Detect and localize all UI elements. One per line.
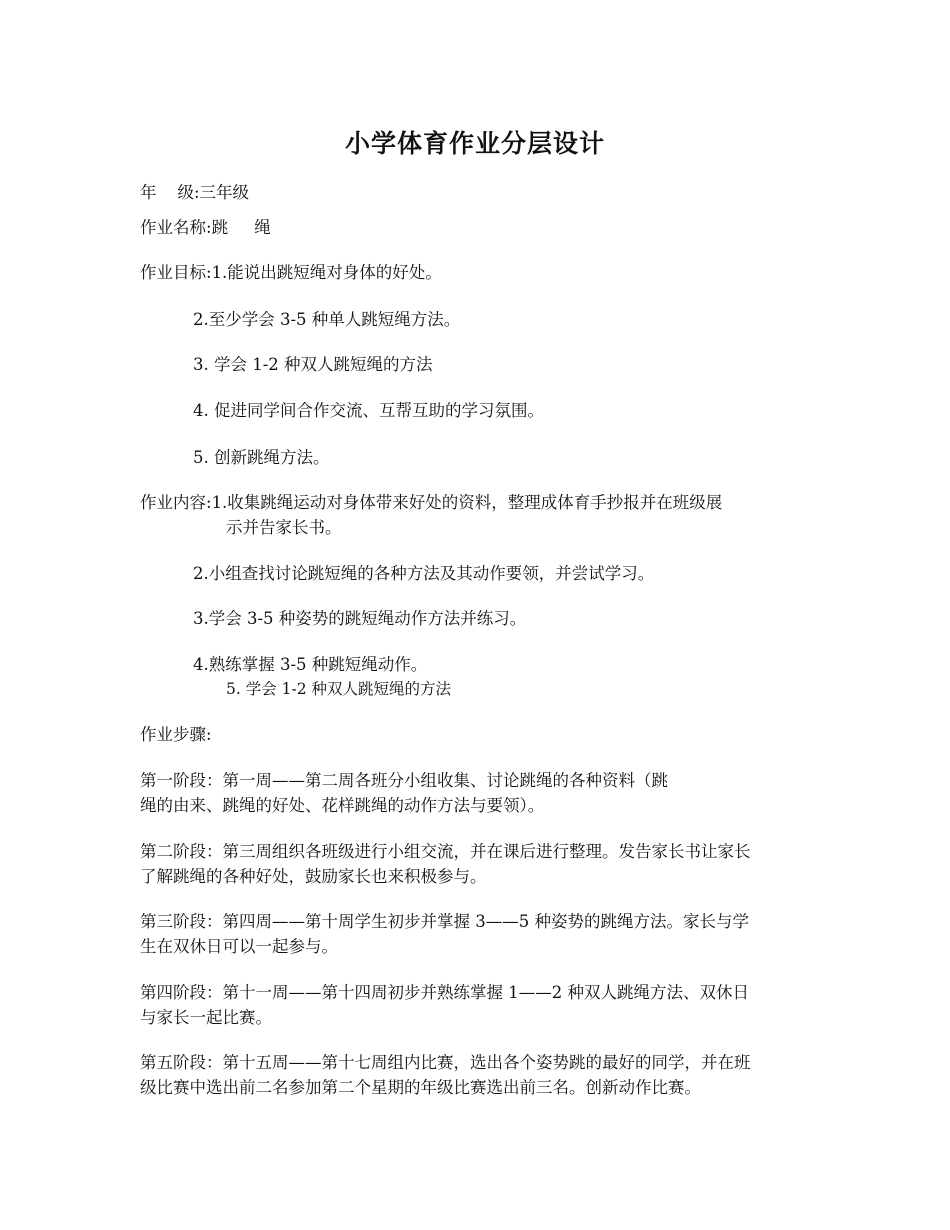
goal-item: 2.至少学会 3-5 种单人跳短绳方法。 [193,310,461,329]
stage-line: 绳的由来、跳绳的好处、花样跳绳的动作方法与要领）。 [140,796,545,815]
content-label: 作业内容: [140,493,212,512]
stage-line: 了解跳绳的各种好处，鼓励家长也来积极参与。 [140,867,487,886]
stage-line: 第四阶段：第十一周——第十四周初步并熟练掌握 1——2 种双人跳绳方法、双休日 [140,983,749,1002]
grade-label: 年 级: [140,183,200,202]
content-row [140,491,722,515]
stage-line: 第五阶段：第十五周——第十七周组内比赛，选出各个姿势跳的最好的同学，并在班 [140,1053,751,1072]
content-item: 2.小组查找讨论跳短绳的各种方法及其动作要领，并尝试学习。 [193,564,655,583]
goal-item: 5. 创新跳绳方法。 [193,448,330,467]
content-item: 3.学会 3-5 种姿势的跳短绳动作方法并练习。 [193,609,527,628]
steps-label: 作业步骤: [140,725,212,744]
content-item: 1.收集跳绳运动对身体带来好处的资料，整理成体育手抄报并在班级展 [211,493,723,512]
stage-line: 第三阶段：第四周——第十周学生初步并掌握 3——5 种姿势的跳绳方法。家长与学 [140,912,749,931]
content-item: 4.熟练掌握 3-5 种跳短绳动作。 [193,655,428,674]
grade-row [140,181,249,205]
homework-name-value: 跳 绳 [211,218,271,237]
goals-row [140,261,442,285]
goals-label: 作业目标: [140,263,212,282]
content-item: 5. 学会 1-2 种双人跳短绳的方法 [226,680,452,698]
homework-name-row [140,216,271,240]
document-title: 小学体育作业分层设计 [344,129,605,158]
goal-item: 3. 学会 1-2 种双人跳短绳的方法 [193,355,433,374]
goal-item: 1.能说出跳短绳对身体的好处。 [211,263,442,282]
grade-value: 三年级 [199,183,250,202]
homework-name-label: 作业名称: [140,218,212,237]
stage-line: 级比赛中选出前二名参加第二个星期的年级比赛选出前三名。创新动作比赛。 [140,1078,701,1097]
content-item-continuation: 示并告家长书。 [226,518,342,537]
stage-line: 第一阶段：第一周——第二周各班分小组收集、讨论跳绳的各种资料（跳 [140,771,668,790]
stage-line: 生在双休日可以一起参与。 [140,937,338,956]
stage-line: 第二阶段：第三周组织各班级进行小组交流，并在课后进行整理。发告家长书让家长 [140,842,751,861]
goal-item: 4. 促进同学间合作交流、互帮互助的学习氛围。 [193,401,544,420]
stage-line: 与家长一起比赛。 [140,1008,272,1027]
